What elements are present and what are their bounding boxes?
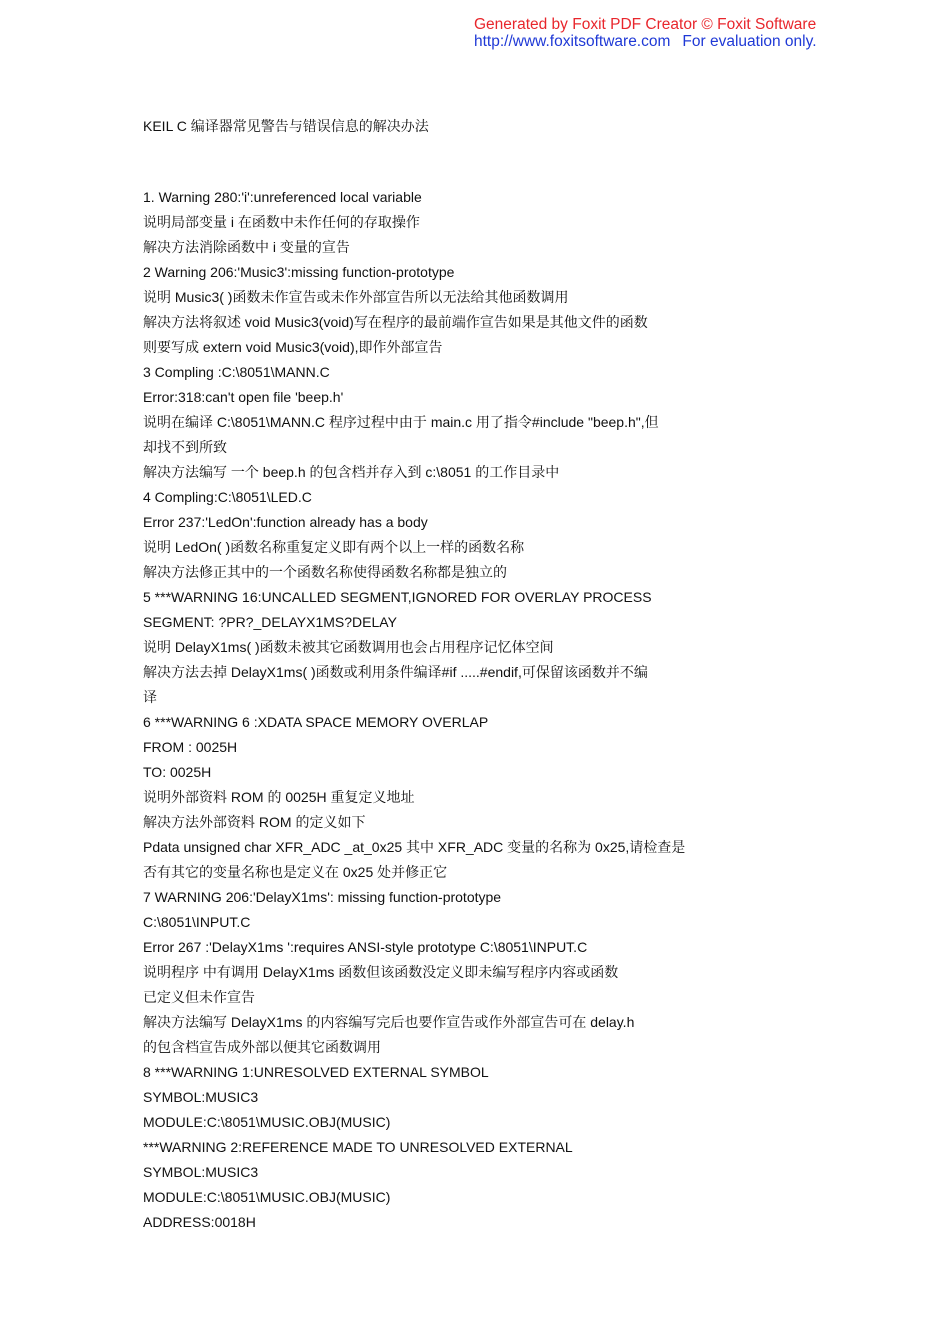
document-line: 说明 LedOn( )函数名称重复定义即有两个以上一样的函数名称 xyxy=(143,539,525,555)
document-line: 1. Warning 280:'i':unreferenced local variable xyxy=(143,189,422,205)
document-line: 说明在编译 C:\8051\MANN.C 程序过程中由于 main.c 用了指令#include "beep.h",但 xyxy=(143,414,659,430)
document-line: 则要写成 extern void Music3(void),即作外部宣告 xyxy=(143,339,443,355)
document-line: 解决方法编写 DelayX1ms 的内容编写完后也要作宣告或作外部宣告可在 delay.h xyxy=(143,1014,635,1030)
watermark-evaluation-line xyxy=(474,33,854,50)
document-line: 8 ***WARNING 1:UNRESOLVED EXTERNAL SYMBOL xyxy=(143,1064,489,1080)
document-line: 说明 Music3( )函数未作宣告或未作外部宣告所以无法给其他函数调用 xyxy=(143,289,569,305)
document-line: 解决方法去掉 DelayX1ms( )函数或利用条件编译#if .....#endif,可保留该函数并不编 xyxy=(143,664,648,680)
document-line: Pdata unsigned char XFR_ADC _at_0x25 其中 XFR_ADC 变量的名称为 0x25,请检查是 xyxy=(143,839,686,855)
watermark-url-link[interactable]: http://www.foxitsoftware.com xyxy=(474,33,671,50)
document-title: KEIL C 编译器常见警告与错误信息的解决办法 xyxy=(143,118,429,134)
watermark-generator-text: Generated by Foxit PDF Creator © Foxit Software xyxy=(474,16,817,33)
document-line: Error 267 :'DelayX1ms ':requires ANSI-style prototype C:\8051\INPUT.C xyxy=(143,939,588,955)
document-line: 2 Warning 206:'Music3':missing function-prototype xyxy=(143,264,455,280)
document-line: FROM : 0025H xyxy=(143,739,238,755)
document-line: 解决方法外部资料 ROM 的定义如下 xyxy=(143,814,366,830)
document-line: MODULE:C:\8051\MUSIC.OBJ(MUSIC) xyxy=(143,1189,391,1205)
document-line: 说明 DelayX1ms( )函数未被其它函数调用也会占用程序记忆体空间 xyxy=(143,639,554,655)
foxit-watermark xyxy=(474,16,854,50)
document-line: 4 Compling:C:\8051\LED.C xyxy=(143,489,312,505)
document-line: 6 ***WARNING 6 :XDATA SPACE MEMORY OVERLAP xyxy=(143,714,489,730)
document-line: 解决方法编写 一个 beep.h 的包含档并存入到 c:\8051 的工作目录中 xyxy=(143,464,560,480)
document-line: TO: 0025H xyxy=(143,764,212,780)
document-line: 解决方法将叙述 void Music3(void)写在程序的最前端作宣告如果是其他文件的函数 xyxy=(143,314,648,330)
document-line: C:\8051\INPUT.C xyxy=(143,914,251,930)
document-line: 说明程序 中有调用 DelayX1ms 函数但该函数没定义即未编写程序内容或函数 xyxy=(143,964,619,980)
document-line: SEGMENT: ?PR?_DELAYX1MS?DELAY xyxy=(143,614,397,630)
watermark-evaluation-note: For evaluation only. xyxy=(682,33,817,50)
document-line: Error:318:can't open file 'beep.h' xyxy=(143,389,344,405)
document-line: 解决方法消除函数中 i 变量的宣告 xyxy=(143,239,350,255)
document-line: 的包含档宣告成外部以便其它函数调用 xyxy=(143,1039,381,1055)
document-line: ***WARNING 2:REFERENCE MADE TO UNRESOLVED EXTERNAL xyxy=(143,1139,573,1155)
document-line: 解决方法修正其中的一个函数名称使得函数名称都是独立的 xyxy=(143,564,507,580)
document-line: 说明局部变量 i 在函数中未作任何的存取操作 xyxy=(143,214,420,230)
document-line: 说明外部资料 ROM 的 0025H 重复定义地址 xyxy=(143,789,415,805)
document-line: MODULE:C:\8051\MUSIC.OBJ(MUSIC) xyxy=(143,1114,391,1130)
document-line: Error 237:'LedOn':function already has a body xyxy=(143,514,428,530)
document-line: SYMBOL:MUSIC3 xyxy=(143,1089,259,1105)
document-line: 否有其它的变量名称也是定义在 0x25 处并修正它 xyxy=(143,864,448,880)
document-line: 7 WARNING 206:'DelayX1ms': missing function-prototype xyxy=(143,889,502,905)
document-line: SYMBOL:MUSIC3 xyxy=(143,1164,259,1180)
document-line: ADDRESS:0018H xyxy=(143,1214,256,1230)
document-line: 3 Compling :C:\8051\MANN.C xyxy=(143,364,330,380)
document-line: 5 ***WARNING 16:UNCALLED SEGMENT,IGNORED FOR OVERLAY PROCESS xyxy=(143,589,652,605)
document-line: 已定义但未作宣告 xyxy=(143,989,255,1005)
document-line: 译 xyxy=(143,689,157,705)
document-line: 却找不到所致 xyxy=(143,439,227,455)
document-body xyxy=(143,185,783,1235)
